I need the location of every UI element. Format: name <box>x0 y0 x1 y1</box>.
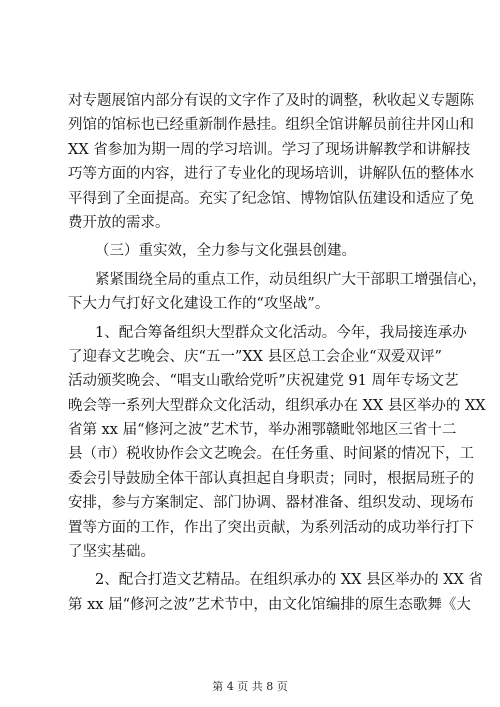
text-line: 安排，参与方案制定、部门协调、器材准备、组织发动、现场布 <box>68 495 474 512</box>
page-number-footer: 第 4 页 共 8 页 <box>212 680 288 693</box>
document-body <box>68 89 487 617</box>
text-line: 对专题展馆内部分有误的文字作了及时的调整，秋收起义专题陈 <box>68 93 474 109</box>
text-line: 第 xx 届“修河之波”艺术节中，由文化馆编排的原生态歌舞《大 <box>68 596 471 613</box>
text-line: 平得到了全面提高。充实了纪念馆、博物馆队伍建设和适应了免 <box>68 190 474 207</box>
text-line: 委会引导鼓励全体干部认真担起自身职责；同时，根据局班子的 <box>68 470 474 487</box>
text-line: XX 省参加为期一周的学习培训。学习了现场讲解教学和讲解技 <box>68 141 471 158</box>
text-line: 巧等方面的内容，进行了专业化的现场培训，讲解队伍的整体水 <box>68 166 474 183</box>
text-line: 晚会等一系列大型群众文化活动，组织承办在 XX 县区举办的 XX <box>68 397 486 414</box>
text-line: 省第 xx 届“修河之波”艺术节，举办湘鄂赣毗邻地区三省十二 <box>68 422 457 439</box>
text-line: 费开放的需求。 <box>68 214 170 231</box>
text-line: 活动颁奖晚会、“唱支山歌给党听”庆祝建党 91 周年专场文艺 <box>68 373 459 390</box>
section-heading: （三）重实效，全力参与文化强县创建。 <box>95 243 356 260</box>
text-line: 2、配合打造文艺精品。在组织承办的 XX 县区举办的 XX 省 <box>95 572 483 589</box>
text-line: 置等方面的工作，作出了突出贡献，为系列活动的成功举行打下 <box>68 519 474 536</box>
text-line: 县（市）税收协作会文艺晚会。在任务重、时间紧的情况下，工 <box>68 446 474 463</box>
text-line: 了迎春文艺晚会、庆“五一”XX 县区总工会企业“双爱双评” <box>68 348 442 365</box>
text-line: 1、配合筹备组织大型群众文化活动。今年，我局接连承办 <box>95 324 467 341</box>
text-line: 了坚实基础。 <box>68 544 155 561</box>
text-line: 列馆的馆标也已经重新制作悬挂。组织全馆讲解员前往井冈山和 <box>68 117 474 134</box>
text-line: 紧紧围绕全局的重点工作，动员组织广大干部职工增强信心， <box>95 271 487 288</box>
text-line: 下大力气打好文化建设工作的“攻坚战”。 <box>68 296 330 313</box>
